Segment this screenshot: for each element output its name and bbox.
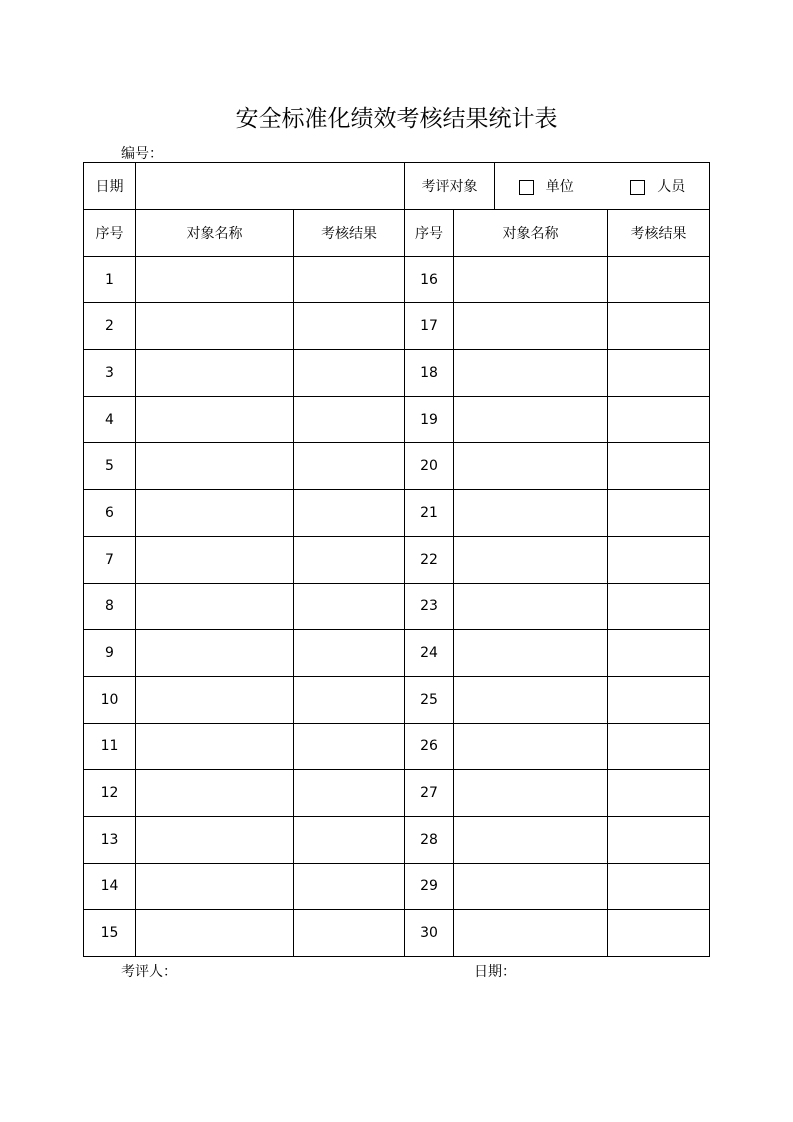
header-cell: 考核结果 — [608, 210, 710, 257]
row-number: 3 — [84, 350, 136, 397]
row-number: 1 — [84, 256, 136, 303]
row-number: 12 — [84, 770, 136, 817]
object-name-cell[interactable] — [136, 256, 294, 303]
row-number: 29 — [405, 863, 454, 910]
result-cell[interactable] — [608, 630, 710, 677]
table-row — [84, 630, 710, 677]
table-row — [84, 396, 710, 443]
result-cell[interactable] — [608, 490, 710, 537]
row-number: 26 — [405, 723, 454, 770]
object-name-cell[interactable] — [454, 676, 608, 723]
row-number: 2 — [84, 303, 136, 350]
results-table — [83, 209, 710, 957]
object-name-cell[interactable] — [136, 630, 294, 677]
result-cell[interactable] — [608, 863, 710, 910]
header-cell: 对象名称 — [136, 210, 294, 257]
object-name-cell[interactable] — [136, 723, 294, 770]
object-name-cell[interactable] — [454, 723, 608, 770]
object-name-cell[interactable] — [136, 583, 294, 630]
table-row — [84, 723, 710, 770]
date-label: 日期 — [84, 163, 136, 210]
result-cell[interactable] — [608, 443, 710, 490]
result-cell[interactable] — [294, 676, 405, 723]
row-number: 27 — [405, 770, 454, 817]
row-number: 24 — [405, 630, 454, 677]
result-cell[interactable] — [294, 910, 405, 957]
table-row — [84, 863, 710, 910]
row-number: 19 — [405, 396, 454, 443]
row-number: 23 — [405, 583, 454, 630]
table-row — [84, 303, 710, 350]
target-label: 考评对象 — [405, 163, 495, 210]
row-number: 10 — [84, 676, 136, 723]
result-cell[interactable] — [608, 303, 710, 350]
table-row — [84, 583, 710, 630]
row-number: 17 — [405, 303, 454, 350]
object-name-cell[interactable] — [136, 536, 294, 583]
row-number: 22 — [405, 536, 454, 583]
row-number: 11 — [84, 723, 136, 770]
row-number: 8 — [84, 583, 136, 630]
checkbox-icon[interactable] — [519, 180, 534, 195]
object-name-cell[interactable] — [454, 536, 608, 583]
result-cell[interactable] — [294, 723, 405, 770]
row-number: 9 — [84, 630, 136, 677]
table-row — [84, 256, 710, 303]
header-cell: 考核结果 — [294, 210, 405, 257]
result-cell[interactable] — [294, 536, 405, 583]
date-field[interactable] — [136, 163, 405, 210]
result-cell[interactable] — [294, 816, 405, 863]
object-name-cell[interactable] — [454, 396, 608, 443]
target-options — [495, 163, 710, 210]
object-name-cell[interactable] — [136, 443, 294, 490]
result-cell[interactable] — [608, 256, 710, 303]
header-table — [83, 162, 710, 210]
header-cell: 序号 — [84, 210, 136, 257]
object-name-cell[interactable] — [454, 256, 608, 303]
row-number: 6 — [84, 490, 136, 537]
row-number: 16 — [405, 256, 454, 303]
option-person[interactable]: 人员 — [630, 176, 685, 196]
header-cell: 序号 — [405, 210, 454, 257]
result-cell[interactable] — [608, 396, 710, 443]
result-cell[interactable] — [294, 630, 405, 677]
table-row — [84, 910, 710, 957]
checkbox-icon[interactable] — [630, 180, 645, 195]
result-cell[interactable] — [294, 490, 405, 537]
table-row — [84, 350, 710, 397]
object-name-cell[interactable] — [454, 350, 608, 397]
table-row — [84, 490, 710, 537]
result-cell[interactable] — [608, 350, 710, 397]
object-name-cell[interactable] — [136, 676, 294, 723]
object-name-cell[interactable] — [454, 863, 608, 910]
object-name-cell[interactable] — [454, 583, 608, 630]
row-number: 7 — [84, 536, 136, 583]
table-row — [84, 443, 710, 490]
object-name-cell[interactable] — [454, 816, 608, 863]
page-title: 安全标准化绩效考核结果统计表 — [235, 106, 558, 132]
object-name-cell[interactable] — [136, 816, 294, 863]
option-unit[interactable]: 单位 — [519, 176, 574, 196]
row-number: 5 — [84, 443, 136, 490]
result-cell[interactable] — [608, 910, 710, 957]
result-cell[interactable] — [294, 770, 405, 817]
row-number: 18 — [405, 350, 454, 397]
evaluator-label: 考评人： — [121, 964, 177, 980]
table-row — [84, 816, 710, 863]
row-number: 21 — [405, 490, 454, 537]
result-cell[interactable] — [294, 583, 405, 630]
result-cell[interactable] — [608, 676, 710, 723]
result-cell[interactable] — [294, 303, 405, 350]
object-name-cell[interactable] — [454, 443, 608, 490]
row-number: 14 — [84, 863, 136, 910]
row-number: 4 — [84, 396, 136, 443]
result-cell[interactable] — [608, 816, 710, 863]
row-number: 15 — [84, 910, 136, 957]
object-name-cell[interactable] — [454, 630, 608, 677]
result-cell[interactable] — [294, 350, 405, 397]
object-name-cell[interactable] — [454, 303, 608, 350]
object-name-cell[interactable] — [136, 910, 294, 957]
object-name-cell[interactable] — [454, 490, 608, 537]
object-name-cell[interactable] — [136, 863, 294, 910]
object-name-cell[interactable] — [136, 303, 294, 350]
row-number: 28 — [405, 816, 454, 863]
object-name-cell[interactable] — [136, 350, 294, 397]
table-row — [84, 770, 710, 817]
result-cell[interactable] — [608, 536, 710, 583]
column-headers — [84, 210, 710, 257]
number-label: 编号： — [121, 146, 163, 162]
result-cell[interactable] — [294, 443, 405, 490]
table-row — [84, 676, 710, 723]
object-name-cell[interactable] — [454, 910, 608, 957]
result-cell[interactable] — [608, 723, 710, 770]
object-name-cell[interactable] — [454, 770, 608, 817]
result-cell[interactable] — [294, 256, 405, 303]
header-cell: 对象名称 — [454, 210, 608, 257]
object-name-cell[interactable] — [136, 770, 294, 817]
object-name-cell[interactable] — [136, 490, 294, 537]
table-row — [84, 536, 710, 583]
footer-date-label: 日期： — [474, 964, 516, 980]
result-cell[interactable] — [608, 770, 710, 817]
row-number: 25 — [405, 676, 454, 723]
row-number: 13 — [84, 816, 136, 863]
row-number: 20 — [405, 443, 454, 490]
result-cell[interactable] — [294, 396, 405, 443]
row-number: 30 — [405, 910, 454, 957]
object-name-cell[interactable] — [136, 396, 294, 443]
result-cell[interactable] — [608, 583, 710, 630]
result-cell[interactable] — [294, 863, 405, 910]
